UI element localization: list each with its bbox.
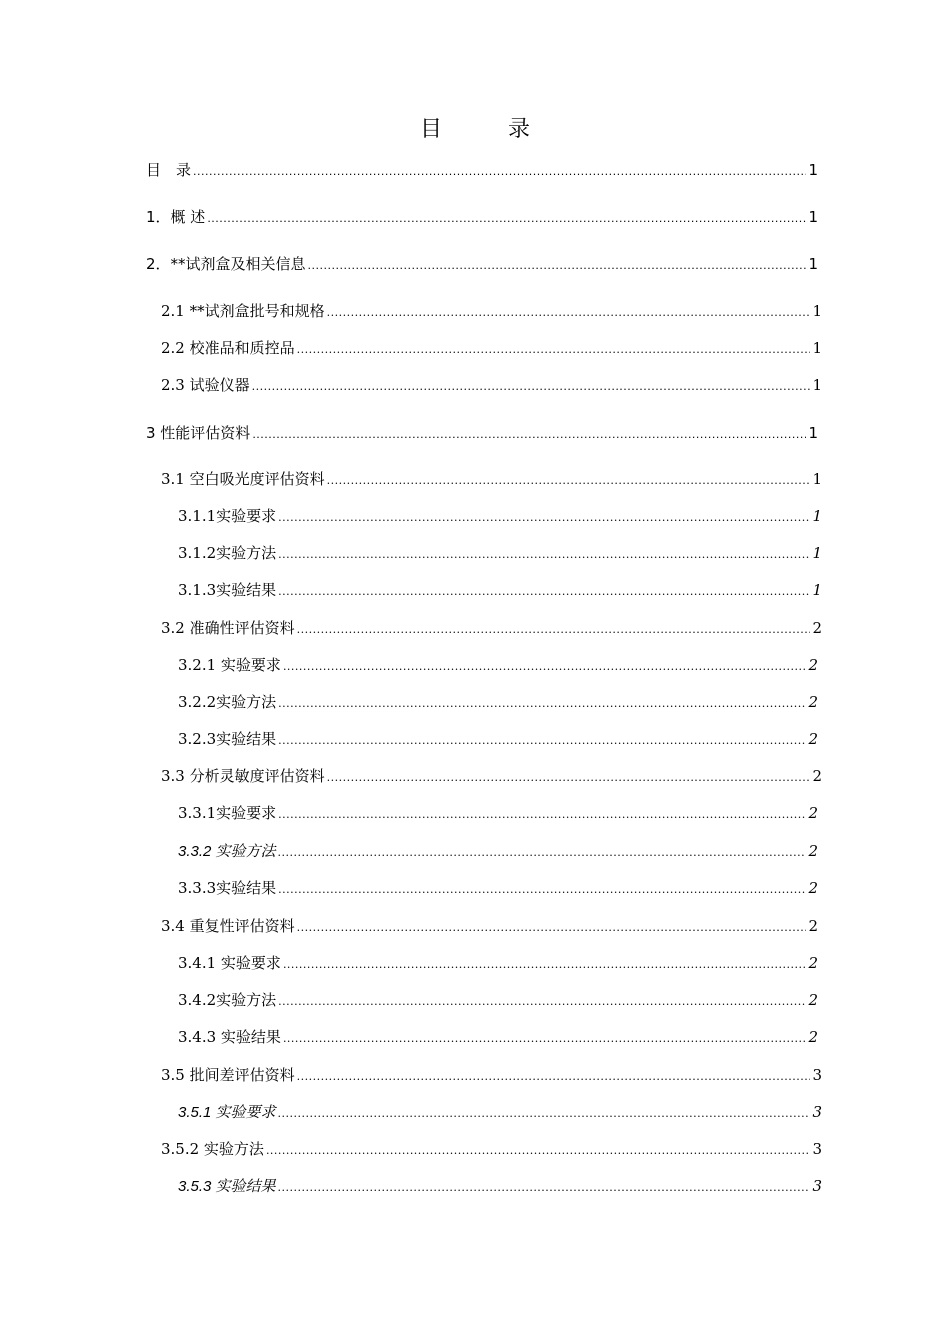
toc-entry-label: 3.2 准确性评估资料: [161, 619, 295, 637]
toc-entry-label: 目 录: [146, 161, 192, 179]
toc-entry[interactable]: [161, 373, 822, 397]
toc-leader-dots: [278, 580, 810, 604]
toc-entry[interactable]: [178, 1174, 822, 1198]
toc-entry-page: 1: [808, 424, 818, 442]
toc-leader-dots: [283, 655, 807, 679]
toc-entry-label: 3.5.1 实验要求: [178, 1104, 276, 1121]
toc-leader-dots: [278, 841, 807, 865]
toc-entry[interactable]: [146, 205, 818, 229]
toc-leader-dots: [297, 916, 807, 940]
toc-entry-label: 3.5.2 实验方法: [161, 1140, 264, 1158]
toc-entry[interactable]: [146, 158, 818, 182]
toc-entry[interactable]: [146, 421, 818, 445]
toc-entry-page: 2: [808, 730, 818, 748]
toc-entry[interactable]: [178, 839, 818, 863]
toc-entry-label: 1．概 述: [146, 208, 206, 226]
toc-leader-dots: [278, 990, 806, 1014]
toc-entry[interactable]: [161, 1063, 822, 1087]
toc-entry-label: 3.4.1 实验要求: [178, 954, 281, 972]
toc-entry[interactable]: [146, 252, 818, 276]
toc-entry[interactable]: [178, 541, 822, 565]
toc-entry-page: 3: [812, 1140, 822, 1158]
toc-entry[interactable]: [178, 951, 818, 975]
toc-entry-label: 3.1 空白吸光度评估资料: [161, 470, 325, 488]
toc-entry-label: 3.3 分析灵敏度评估资料: [161, 767, 325, 785]
toc-entry-page: 2: [808, 879, 818, 897]
toc-entry-page: 2: [808, 954, 818, 972]
toc-entry[interactable]: [161, 1137, 822, 1161]
toc-entry[interactable]: [161, 914, 818, 938]
toc-entry[interactable]: [161, 336, 822, 360]
toc-entry-page: 1: [812, 470, 822, 488]
toc-entry-label: 3 性能评估资料: [146, 424, 251, 442]
toc-entry[interactable]: [178, 653, 818, 677]
toc-leader-dots: [308, 254, 807, 278]
toc-entry-page: 1: [812, 376, 822, 394]
toc-leader-dots: [252, 375, 811, 399]
toc-entry-page: 2: [808, 917, 818, 935]
toc-entry-label: 3.3.3实验结果: [178, 879, 277, 897]
toc-entry-page: 1: [812, 544, 822, 562]
toc-leader-dots: [283, 1027, 807, 1051]
toc-entry-label: 3.3.2 实验方法: [178, 843, 276, 860]
toc-leader-dots: [278, 1176, 811, 1200]
toc-entry-page: 2: [808, 842, 818, 860]
toc-entry-label: 3.1.1实验要求: [178, 507, 277, 525]
toc-entry-page: 2: [808, 1028, 818, 1046]
toc-entry-label: 3.4.3 实验结果: [178, 1028, 281, 1046]
toc-entry-page: 2: [808, 991, 818, 1009]
toc-leader-dots: [297, 618, 811, 642]
toc-entry-label: 3.5 批间差评估资料: [161, 1066, 295, 1084]
toc-entry-label: 3.2.1 实验要求: [178, 656, 281, 674]
toc-entry-label: 3.2.2实验方法: [178, 693, 277, 711]
toc-entry-page: 2: [808, 804, 818, 822]
toc-leader-dots: [252, 423, 806, 447]
toc-leader-dots: [297, 338, 811, 362]
toc-entry-label: 2．**试剂盒及相关信息: [146, 255, 306, 273]
toc-leader-dots: [193, 160, 806, 184]
toc-entry-page: 3: [812, 1103, 822, 1121]
toc-entry-page: 1: [812, 581, 822, 599]
toc-entry[interactable]: [178, 690, 818, 714]
toc-entry-page: 2: [808, 656, 818, 674]
toc-entry-label: 2.1 **试剂盒批号和规格: [161, 302, 325, 320]
toc-entry-label: 3.3.1实验要求: [178, 804, 277, 822]
toc-entry[interactable]: [178, 504, 822, 528]
toc-entry[interactable]: [161, 764, 822, 788]
toc-leader-dots: [327, 301, 811, 325]
toc-entry[interactable]: [178, 988, 818, 1012]
toc-leader-dots: [278, 692, 806, 716]
toc-entry-page: 1: [808, 161, 818, 179]
toc-entry-label: 2.2 校准品和质控品: [161, 339, 295, 357]
toc-entry[interactable]: [161, 616, 822, 640]
toc-entry-page: 1: [808, 208, 818, 226]
toc-entry-page: 3: [812, 1066, 822, 1084]
toc-leader-dots: [207, 207, 806, 231]
toc-entry-label: 3.2.3实验结果: [178, 730, 277, 748]
toc-entry[interactable]: [178, 876, 818, 900]
toc-leader-dots: [327, 469, 811, 493]
toc-entry-page: 2: [808, 693, 818, 711]
toc-leader-dots: [278, 878, 806, 902]
toc-entry-page: 3: [812, 1177, 822, 1195]
toc-entry[interactable]: [178, 801, 818, 825]
toc-entry-label: 3.5.3 实验结果: [178, 1178, 276, 1195]
toc-entry-page: 1: [812, 507, 822, 525]
toc-entry-page: 2: [812, 767, 822, 785]
toc-entry-label: 3.4.2实验方法: [178, 991, 277, 1009]
toc-leader-dots: [278, 729, 806, 753]
toc-entry-page: 1: [812, 339, 822, 357]
toc-entry-label: 3.1.3实验结果: [178, 581, 277, 599]
toc-entry[interactable]: [161, 467, 822, 491]
toc-leader-dots: [297, 1065, 811, 1089]
toc-entry[interactable]: [161, 299, 822, 323]
toc-entry[interactable]: [178, 578, 822, 602]
toc-entry[interactable]: [178, 727, 818, 751]
toc-leader-dots: [327, 766, 811, 790]
toc-entry[interactable]: [178, 1025, 818, 1049]
toc-entry-label: 3.4 重复性评估资料: [161, 917, 295, 935]
toc-entry-page: 1: [808, 255, 818, 273]
toc-entry-page: 2: [812, 619, 822, 637]
toc-entry-page: 1: [812, 302, 822, 320]
toc-leader-dots: [283, 953, 807, 977]
toc-leader-dots: [278, 803, 806, 827]
toc-entry-label: 2.3 试验仪器: [161, 376, 250, 394]
toc-leader-dots: [278, 543, 810, 567]
toc-leader-dots: [278, 1102, 811, 1126]
toc-leader-dots: [278, 506, 810, 530]
toc-entry[interactable]: [178, 1100, 822, 1124]
toc-title: 目 录: [419, 117, 552, 142]
toc-leader-dots: [266, 1139, 811, 1163]
toc-entry-label: 3.1.2实验方法: [178, 544, 277, 562]
